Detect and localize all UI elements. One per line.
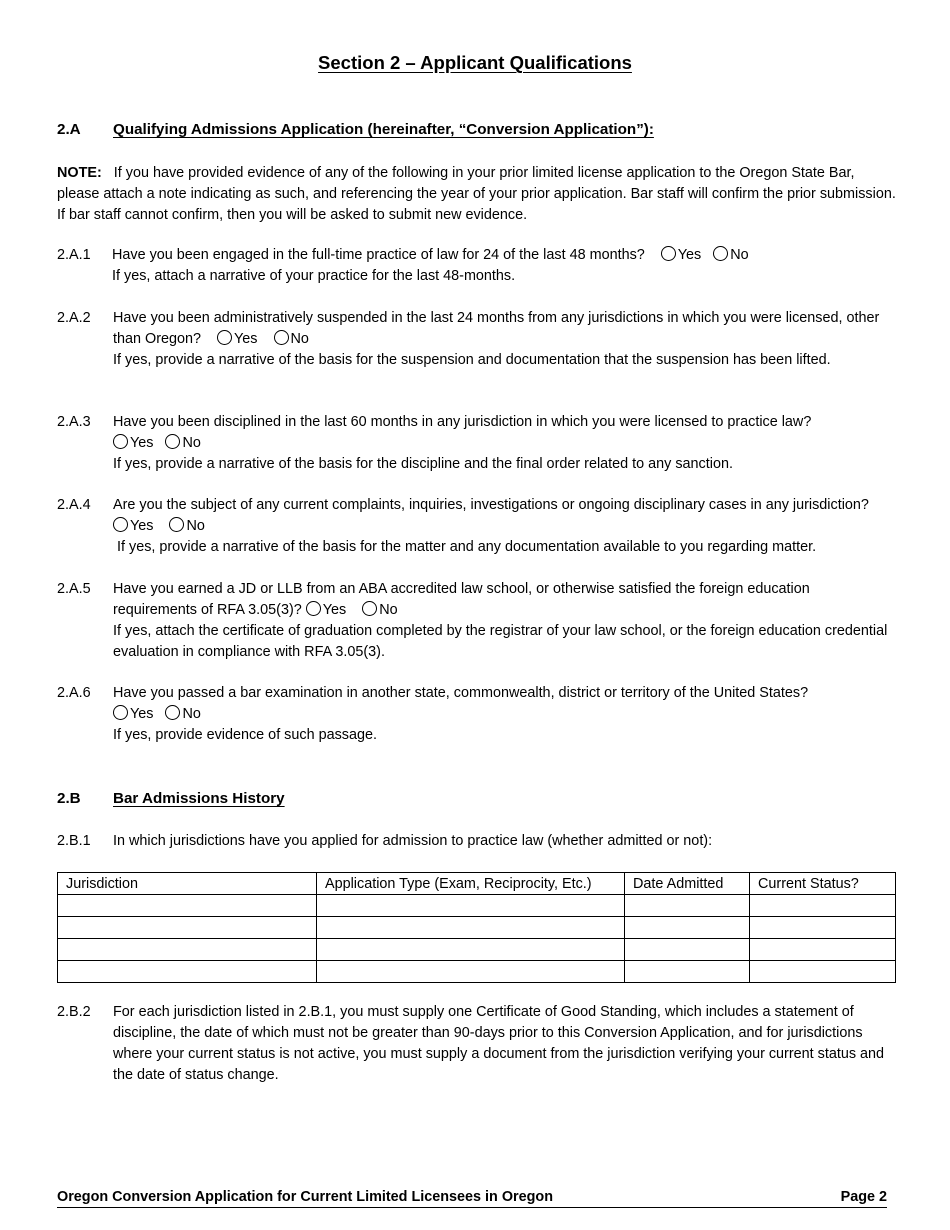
question-followup: If yes, provide a narrative of the basis for the suspension and documentation that the suspension has been lifted. xyxy=(113,352,831,368)
note-text: If you have provided evidence of any of the following in your prior limited license application to the Oregon State Bar, please attach a note indicating as such, and referencing the year of your prior application. Bar staff will confirm the prior submission. If bar staff cannot confirm, then you will be asked to submit new evidence. xyxy=(57,165,896,223)
application-type-cell[interactable] xyxy=(317,917,625,939)
question-text: Have you been engaged in the full-time practice of law for 24 of the last 48 months? xyxy=(112,247,645,263)
question-text: Are you the subject of any current complaints, inquiries, investigations or ongoing disciplinary cases in any jurisdiction? xyxy=(113,497,869,513)
question-2a1 xyxy=(57,245,897,287)
no-option[interactable] xyxy=(165,706,200,722)
radio-yes[interactable] xyxy=(113,517,128,532)
question-number: 2.A.4 xyxy=(57,497,91,513)
question-text: For each jurisdiction listed in 2.B.1, you must supply one Certificate of Good Standing, which includes a statement of discipline, the date of which must not be greater than 90-days prior to this Conversion Application, and for jurisdictions where your current status is not active, you must supply a document from the jurisdiction verifying your current status and the date of status change. xyxy=(113,1004,885,1083)
col-current-status: Current Status? xyxy=(750,873,896,895)
radio-no[interactable] xyxy=(362,601,377,616)
question-followup: If yes, attach a narrative of your practice for the last 48-months. xyxy=(112,268,516,284)
no-label: No xyxy=(290,331,309,347)
radio-no[interactable] xyxy=(165,434,180,449)
jurisdiction-cell[interactable] xyxy=(58,917,317,939)
question-2b1 xyxy=(57,831,897,852)
question-number: 2.A.1 xyxy=(57,247,91,263)
question-text: Have you been disciplined in the last 60 months in any jurisdiction in which you were licensed to practice law? xyxy=(113,414,812,430)
radio-no[interactable] xyxy=(274,330,289,345)
application-type-cell[interactable] xyxy=(317,895,625,917)
table-row xyxy=(58,895,896,917)
yes-option[interactable] xyxy=(661,247,701,263)
table-header-row xyxy=(58,873,896,895)
table-row xyxy=(58,961,896,983)
date-admitted-cell[interactable] xyxy=(625,961,750,983)
table-row xyxy=(58,917,896,939)
yes-label: Yes xyxy=(677,247,702,263)
yes-option[interactable] xyxy=(113,518,153,534)
no-option[interactable] xyxy=(169,518,204,534)
question-2a3 xyxy=(57,412,897,475)
no-label: No xyxy=(730,247,749,263)
question-followup: If yes, provide a narrative of the basis for the matter and any documentation available to you regarding matter. xyxy=(117,539,817,555)
current-status-cell[interactable] xyxy=(750,961,896,983)
question-number: 2.A.5 xyxy=(57,581,91,597)
question-2b2 xyxy=(57,1002,897,1086)
yes-label: Yes xyxy=(130,518,154,534)
no-label: No xyxy=(186,518,205,534)
question-text: Have you passed a bar examination in another state, commonwealth, district or territory of the United States? xyxy=(113,685,809,701)
col-date-admitted: Date Admitted xyxy=(625,873,750,895)
no-label: No xyxy=(379,602,398,618)
section-2a-number: 2.A xyxy=(57,121,81,138)
question-2a6 xyxy=(57,683,897,746)
footer-title: Oregon Conversion Application for Current Limited Licensees in Oregon xyxy=(57,1189,554,1205)
jurisdiction-cell[interactable] xyxy=(58,961,317,983)
yes-option[interactable] xyxy=(217,331,257,347)
question-number: 2.B.1 xyxy=(57,833,91,849)
radio-no[interactable] xyxy=(713,246,728,261)
question-text: In which jurisdictions have you applied for admission to practice law (whether admitted or not): xyxy=(113,833,713,849)
application-type-cell[interactable] xyxy=(317,939,625,961)
section-2b-title: Bar Admissions History xyxy=(113,790,285,807)
radio-yes[interactable] xyxy=(661,246,676,261)
question-followup: If yes, provide a narrative of the basis for the discipline and the final order related to any sanction. xyxy=(113,456,733,472)
jurisdiction-cell[interactable] xyxy=(58,895,317,917)
note-paragraph xyxy=(57,163,897,226)
radio-yes[interactable] xyxy=(306,601,321,616)
question-number: 2.B.2 xyxy=(57,1004,91,1020)
page-number: Page 2 xyxy=(840,1189,887,1205)
no-label: No xyxy=(182,706,201,722)
current-status-cell[interactable] xyxy=(750,917,896,939)
note-label: NOTE: xyxy=(57,165,102,181)
yes-label: Yes xyxy=(130,435,154,451)
question-2a5 xyxy=(57,579,897,663)
yes-label: Yes xyxy=(322,602,347,618)
date-admitted-cell[interactable] xyxy=(625,939,750,961)
radio-yes[interactable] xyxy=(113,434,128,449)
question-number: 2.A.2 xyxy=(57,310,91,326)
yes-label: Yes xyxy=(234,331,258,347)
question-2a4 xyxy=(57,495,897,558)
yes-option[interactable] xyxy=(113,706,153,722)
application-type-cell[interactable] xyxy=(317,961,625,983)
radio-yes[interactable] xyxy=(217,330,232,345)
no-option[interactable] xyxy=(274,331,309,347)
yes-option[interactable] xyxy=(306,602,346,618)
page-footer xyxy=(57,1188,887,1208)
section-2b-number: 2.B xyxy=(57,790,81,807)
yes-option[interactable] xyxy=(113,435,153,451)
question-text: Have you earned a JD or LLB from an ABA accredited law school, or otherwise satisfied the foreign education requirements of RFA 3.05(3)? xyxy=(113,581,810,618)
yes-label: Yes xyxy=(130,706,154,722)
radio-no[interactable] xyxy=(165,705,180,720)
col-application-type: Application Type (Exam, Reciprocity, Etc.) xyxy=(317,873,625,895)
no-option[interactable] xyxy=(165,435,200,451)
jurisdiction-cell[interactable] xyxy=(58,939,317,961)
col-jurisdiction: Jurisdiction xyxy=(58,873,317,895)
no-option[interactable] xyxy=(362,602,397,618)
question-text: Have you been administratively suspended in the last 24 months from any jurisdictions in which you were licensed, other than Oregon? xyxy=(113,310,880,347)
date-admitted-cell[interactable] xyxy=(625,895,750,917)
question-2a2 xyxy=(57,308,897,371)
question-number: 2.A.3 xyxy=(57,414,91,430)
current-status-cell[interactable] xyxy=(750,895,896,917)
current-status-cell[interactable] xyxy=(750,939,896,961)
date-admitted-cell[interactable] xyxy=(625,917,750,939)
section-title: Section 2 – Applicant Qualifications xyxy=(318,52,632,73)
question-followup: If yes, provide evidence of such passage. xyxy=(113,727,377,743)
table-row xyxy=(58,939,896,961)
no-option[interactable] xyxy=(713,247,748,263)
radio-no[interactable] xyxy=(169,517,184,532)
no-label: No xyxy=(182,435,201,451)
question-number: 2.A.6 xyxy=(57,685,91,701)
radio-yes[interactable] xyxy=(113,705,128,720)
admissions-history-table xyxy=(57,872,896,983)
question-followup: If yes, attach the certificate of graduation completed by the registrar of your law school, or the foreign education credential evaluation in compliance with RFA 3.05(3). xyxy=(113,623,888,660)
section-2a-title: Qualifying Admissions Application (hereinafter, “Conversion Application”): xyxy=(113,121,654,138)
